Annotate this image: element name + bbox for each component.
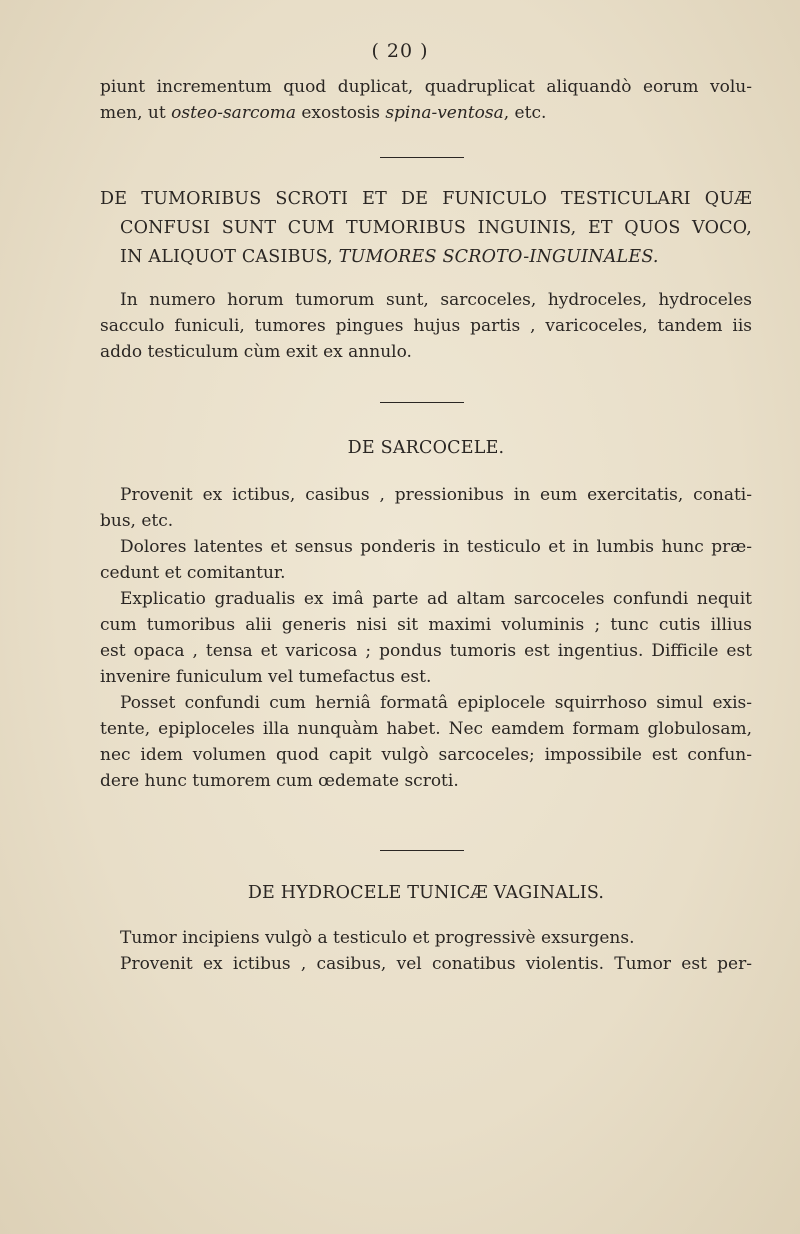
text-line: Posset confundi cum herniâ formatâ epiplocele squirrhoso simul exis- — [120, 693, 752, 713]
text-line: est opaca , tensa et varicosa ; pondus tumoris est ingentius. Difficile est — [100, 641, 752, 661]
text-line: Dolores latentes et sensus ponderis in testiculo et in lumbis hunc præ- — [120, 537, 752, 557]
heading-line: DE SARCOCELE. — [347, 438, 505, 458]
heading-line: DE HYDROCELE TUNICÆ VAGINALIS. — [247, 883, 605, 903]
section-heading-sarcocele — [100, 434, 752, 463]
heading-line: DE TUMORIBUS SCROTI ET DE FUNICULO TESTICULARI QUÆ — [100, 189, 752, 209]
text-line: addo testiculum cùm exit ex annulo. — [100, 342, 412, 362]
text-line: Tumor incipiens vulgò a testiculo et progressivè exsurgens. — [120, 928, 635, 948]
section-body-scroti — [100, 287, 752, 365]
section-heading-hydrocele — [100, 879, 752, 908]
heading-line: IN ALIQUOT CASIBUS, TUMORES SCROTO-INGUINALES. — [120, 247, 659, 267]
section-body-hydrocele — [100, 925, 752, 977]
section-divider — [380, 402, 464, 403]
text-line: nec idem volumen quod capit vulgò sarcoceles; impossibile est confun- — [100, 745, 752, 765]
text-line: Provenit ex ictibus , casibus, vel conatibus violentis. Tumor est per- — [120, 954, 752, 974]
section-divider — [380, 850, 464, 851]
text-line: cedunt et comitantur. — [100, 563, 286, 583]
section-heading-scroti — [100, 185, 752, 272]
section-divider — [380, 157, 464, 158]
section-body-sarcocele — [100, 482, 752, 794]
text-line: bus, etc. — [100, 511, 174, 531]
text-line: tente, epiploceles illa nunquàm habet. Nec eamdem formam globulosam, — [100, 719, 752, 739]
text-line: dere hunc tumorem cum œdemate scroti. — [100, 771, 459, 791]
text-line: Provenit ex ictibus, casibus , pressionibus in eum exercitatis, conati- — [120, 485, 752, 505]
text-line: invenire funiculum vel tumefactus est. — [100, 667, 432, 687]
page-number: ( 20 ) — [371, 40, 429, 62]
text-line: piunt incrementum quod duplicat, quadruplicat aliquandò eorum volu- — [100, 77, 752, 97]
text-line: Explicatio gradualis ex imâ parte ad altam sarcoceles confundi nequit — [120, 589, 752, 609]
intro-paragraph — [100, 74, 752, 126]
heading-line: CONFUSI SUNT CUM TUMORIBUS INGUINIS, ET QUOS VOCO, — [120, 218, 752, 238]
text-line: cum tumoribus alii generis nisi sit maximi voluminis ; tunc cutis illius — [100, 615, 752, 635]
text-line: men, ut osteo-sarcoma exostosis spina-ventosa, etc. — [100, 103, 547, 123]
text-line: sacculo funiculi, tumores pingues hujus partis , varicoceles, tandem iis — [100, 316, 752, 336]
text-line: In numero horum tumorum sunt, sarcoceles, hydroceles, hydroceles — [120, 290, 752, 310]
